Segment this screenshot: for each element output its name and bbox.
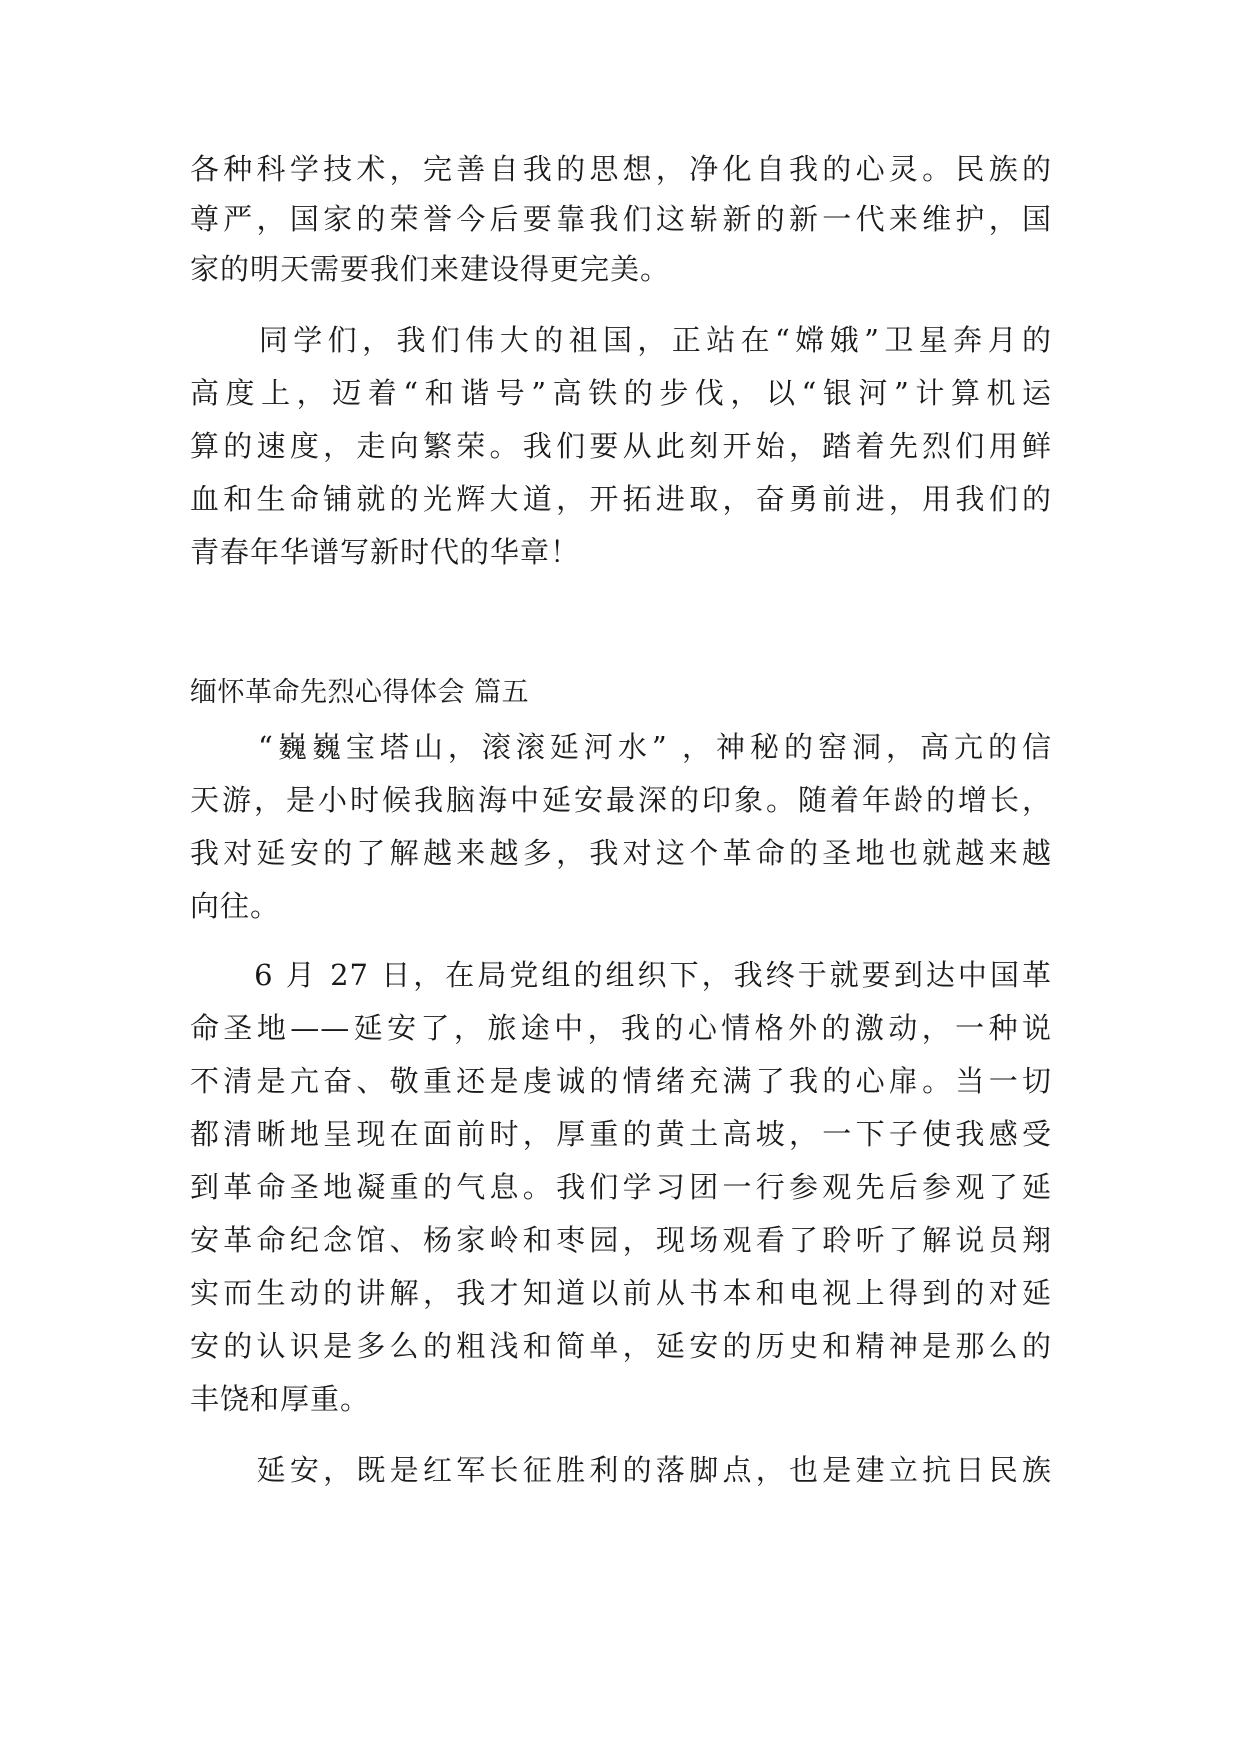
paragraph-line: 安的认识是多么的粗浅和简单，延安的历史和精神是那么的 — [190, 1329, 1052, 1363]
paragraph-line: 家的明天需要我们来建设得更完美。 — [190, 252, 671, 286]
paragraph-line: 向往。 — [190, 889, 281, 923]
paragraph-line: 不清是亢奋、敬重还是虔诚的情绪充满了我的心扉。当一切 — [190, 1064, 1052, 1098]
paragraph-line: 同学们，我们伟大的祖国，正站在“嫦娥”卫星奔月的 — [190, 323, 1052, 357]
paragraph-line: 青春年华谱写新时代的华章！ — [190, 535, 581, 569]
paragraph-line: “巍巍宝塔山，滚滚延河水” ，神秘的窑洞，高亢的信 — [190, 730, 1052, 764]
paragraph-line: 丰饶和厚重。 — [190, 1382, 371, 1416]
paragraph-line: 实而生动的讲解，我才知道以前从书本和电视上得到的对延 — [190, 1276, 1052, 1310]
paragraph-line: 延安，既是红军长征胜利的落脚点，也是建立抗日民族 — [190, 1453, 1052, 1487]
paragraph-line: 我对延安的了解越来越多，我对这个革命的圣地也就越来越 — [190, 836, 1052, 870]
section-heading: 缅怀革命先烈心得体会 篇五 — [190, 677, 530, 708]
paragraph-line: 各种科学技术，完善自我的思想，净化自我的心灵。民族的 — [190, 152, 1052, 186]
paragraph-line: 6 月 27 日，在局党组的组织下，我终于就要到达中国革 — [190, 958, 1052, 992]
paragraph-line: 天游，是小时候我脑海中延安最深的印象。随着年龄的增长， — [190, 783, 1052, 817]
paragraph-line: 算的速度，走向繁荣。我们要从此刻开始，踏着先烈们用鲜 — [190, 429, 1052, 463]
paragraph-line: 尊严，国家的荣誉今后要靠我们这崭新的新一代来维护，国 — [190, 202, 1052, 236]
paragraph-line: 血和生命铺就的光辉大道，开拓进取，奋勇前进，用我们的 — [190, 482, 1052, 516]
paragraph-line: 到革命圣地凝重的气息。我们学习团一行参观先后参观了延 — [190, 1170, 1052, 1204]
paragraph-line: 都清晰地呈现在面前时，厚重的黄土高坡，一下子使我感受 — [190, 1117, 1052, 1151]
paragraph-line: 命圣地——延安了，旅途中，我的心情格外的激动，一种说 — [190, 1011, 1052, 1045]
paragraph-line: 高度上，迈着“和谐号”高铁的步伐，以“银河”计算机运 — [190, 376, 1052, 410]
paragraph-line: 安革命纪念馆、杨家岭和枣园，现场观看了聆听了解说员翔 — [190, 1223, 1052, 1257]
